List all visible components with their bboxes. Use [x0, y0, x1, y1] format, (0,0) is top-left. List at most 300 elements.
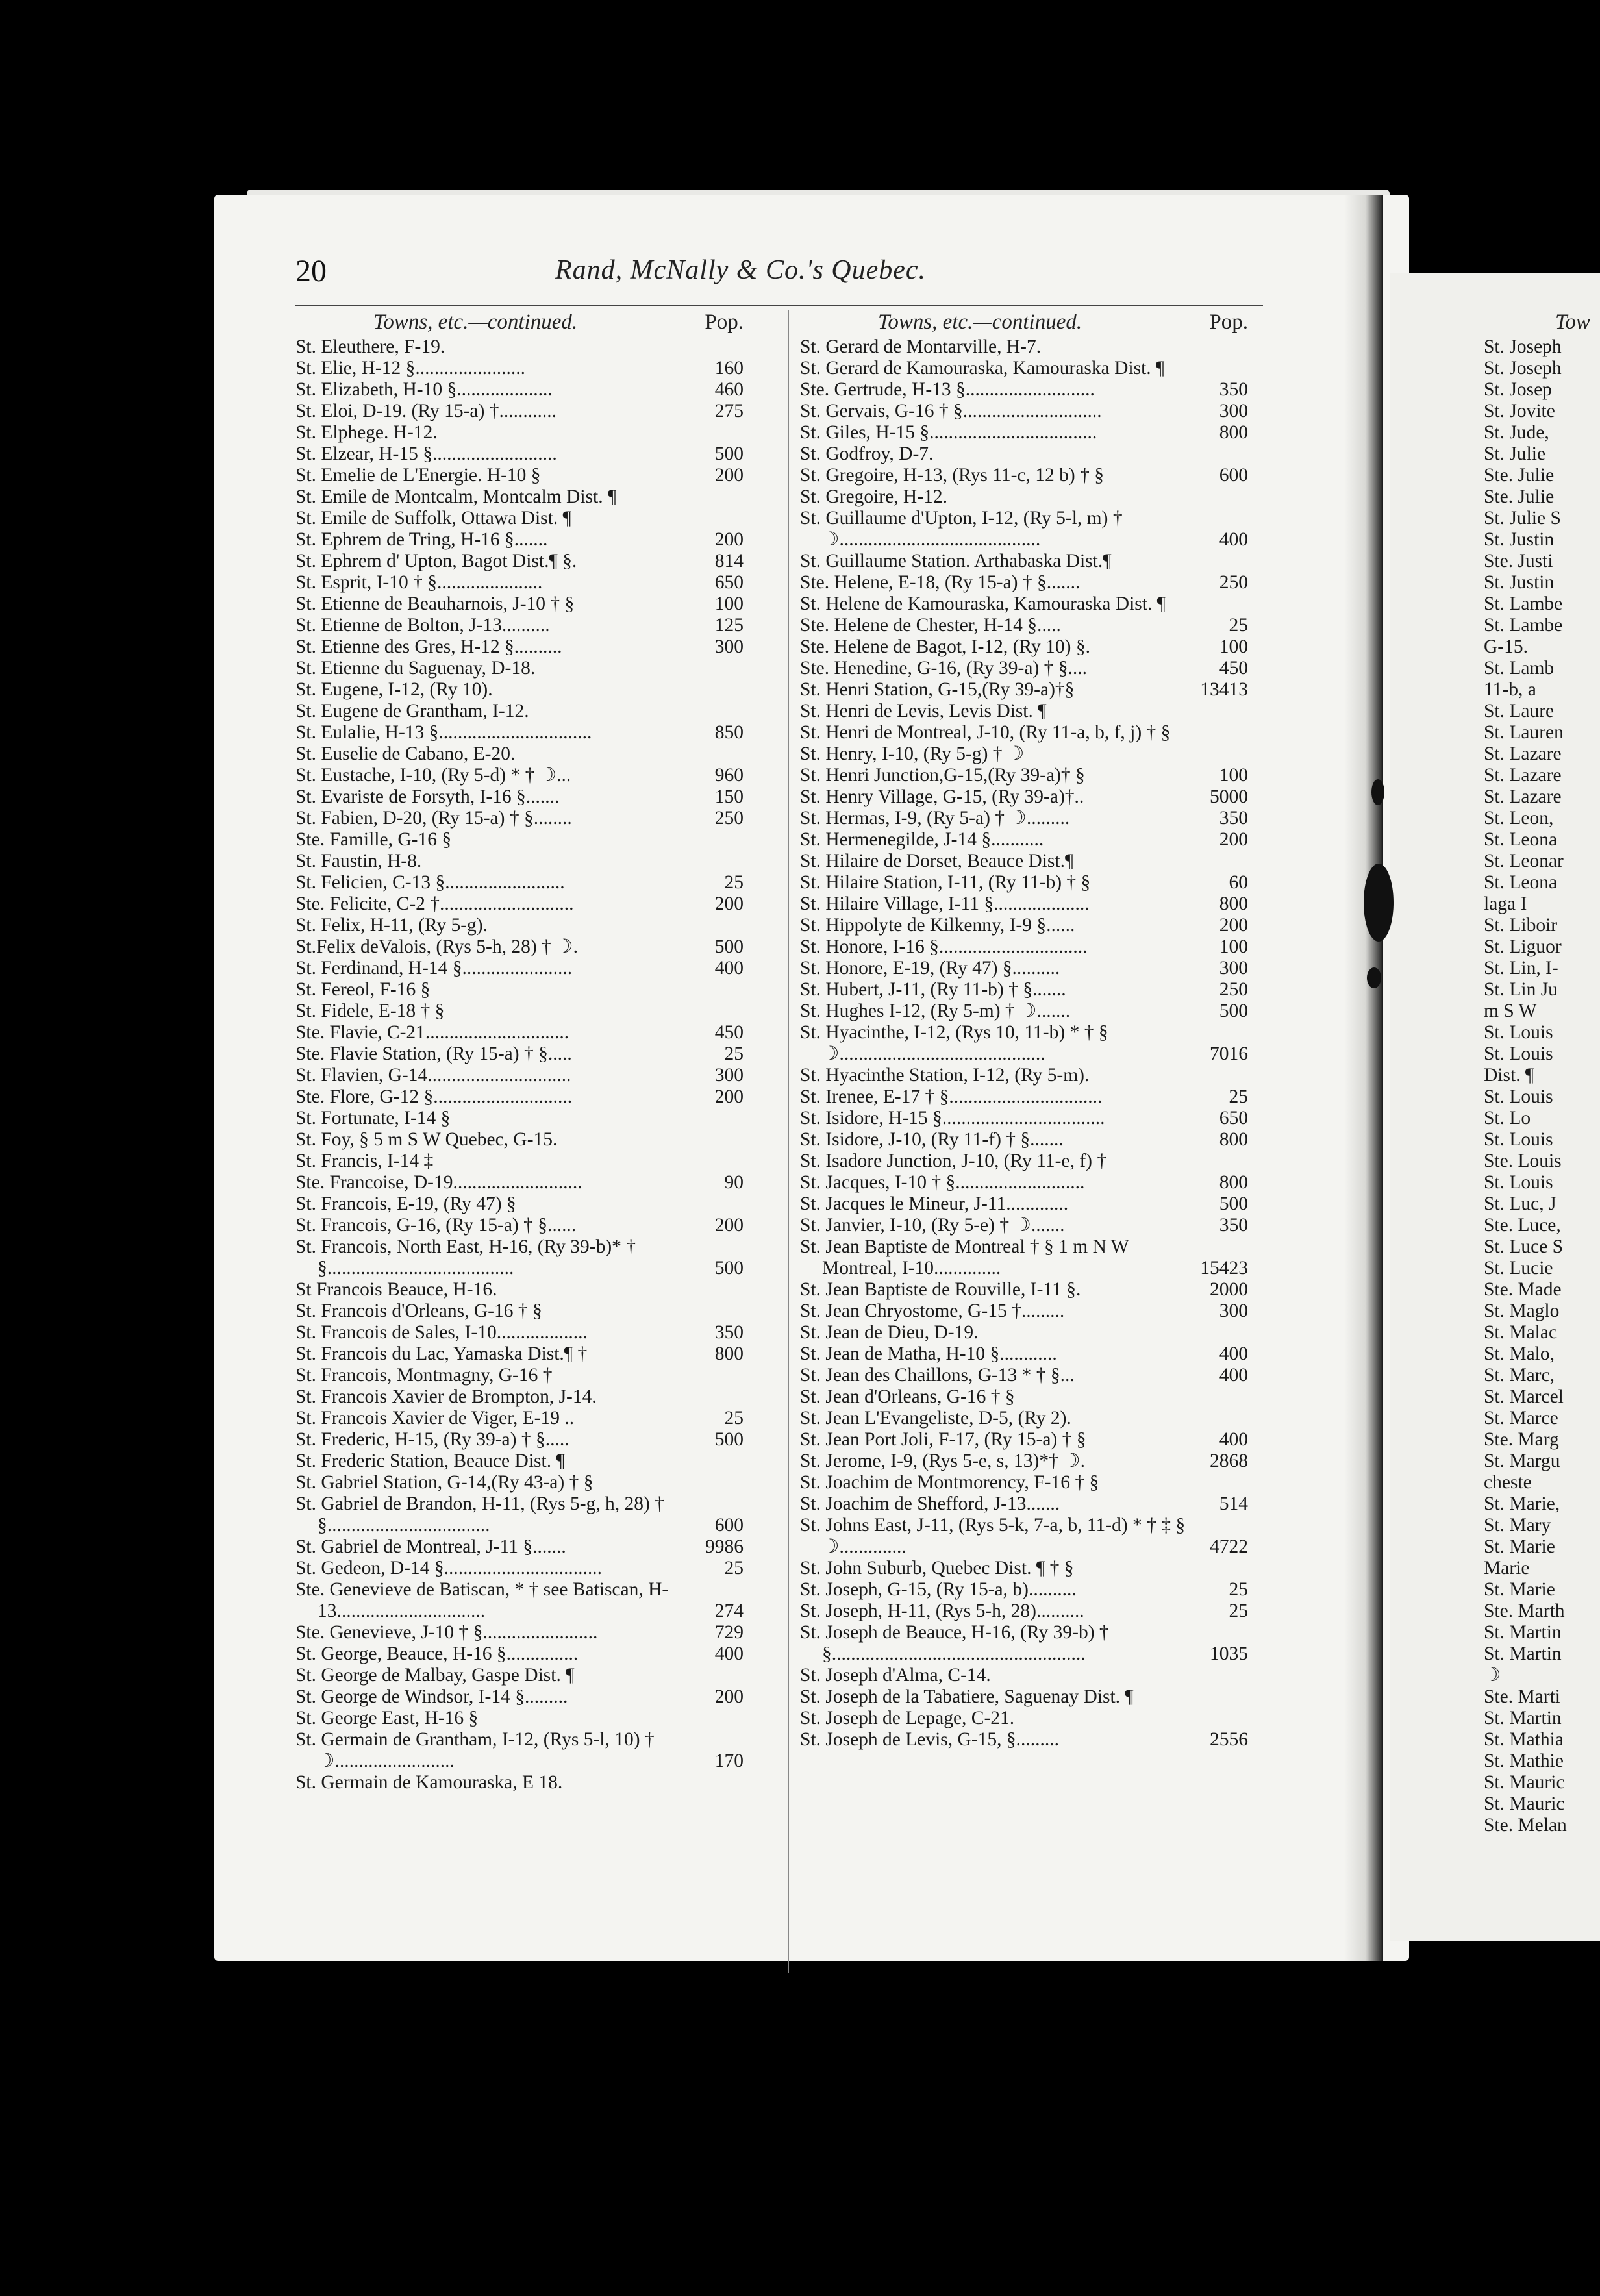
place-name: St. George de Malbay, Gaspe Dist. ¶ — [295, 1665, 575, 1686]
place-name: St. Henri de Levis, Levis Dist. ¶ — [800, 701, 1047, 721]
ink-smudge — [1364, 864, 1394, 942]
place-name: St. Ferdinand, H-14 §....................... — [295, 958, 573, 979]
list-item — [800, 1493, 1248, 1515]
population-value: 275 — [714, 401, 744, 421]
list-item: St. Josep — [1484, 379, 1552, 400]
population-value: 90 — [724, 1172, 744, 1193]
place-name: St. Joseph de Levis, G-15, §......... — [800, 1729, 1060, 1750]
list-item — [800, 465, 1248, 486]
list-item — [295, 636, 744, 658]
list-item — [800, 1129, 1248, 1151]
place-name: St. Giles, H-15 §................................... — [800, 422, 1097, 443]
list-item: St. Lo — [1484, 1108, 1531, 1129]
list-item: St. Mauric — [1484, 1772, 1565, 1793]
place-name: St. Eugene, I-12, (Ry 10). — [295, 679, 493, 700]
list-item — [800, 722, 1248, 743]
population-value: 25 — [724, 1408, 744, 1429]
population-value: 300 — [714, 636, 744, 657]
place-name: St. Isidore, J-10, (Ry 11-f) † §....... — [800, 1129, 1064, 1150]
list-item: St. Martin — [1484, 1643, 1562, 1664]
place-name: St. Foy, § 5 m S W Quebec, G-15. — [295, 1129, 558, 1150]
list-item — [800, 508, 1248, 551]
population-value: 400 — [1219, 1365, 1248, 1386]
place-name: St. Gabriel Station, G-14,(Ry 43-a) † § — [295, 1472, 594, 1493]
list-item: St. Luc, J — [1484, 1193, 1556, 1214]
list-item: Ste. Luce, — [1484, 1215, 1561, 1236]
place-name: St. Janvier, I-10, (Ry 5-e) † ☽....... — [800, 1215, 1065, 1236]
list-item: St. Lin, I- — [1484, 958, 1558, 979]
place-name: St. Francois, E-19, (Ry 47) § — [295, 1193, 516, 1214]
place-name: St. Jean Baptiste de Montreal † § 1 m N W Montreal, I-10.............. — [800, 1236, 1129, 1279]
list-item: St. Justin — [1484, 529, 1555, 550]
place-name: St. Henri de Montreal, J-10, (Ry 11-a, b, f, j) † § — [800, 722, 1171, 743]
left-column — [295, 305, 744, 1793]
place-name: St. Elphege. H-12. — [295, 422, 438, 443]
list-item — [800, 1151, 1248, 1172]
list-item: St. Liguor — [1484, 936, 1562, 957]
list-item — [800, 401, 1248, 422]
list-item — [800, 1708, 1248, 1729]
place-name: St. Guillaume Station. Arthabaska Dist.¶ — [800, 551, 1112, 571]
list-item: St. Lazare — [1484, 743, 1562, 764]
list-item: Ste. Julie — [1484, 465, 1555, 486]
population-value: 100 — [714, 593, 744, 614]
population-value: 500 — [714, 936, 744, 957]
list-item — [295, 422, 744, 443]
population-value: 9986 — [705, 1536, 744, 1557]
pop-heading: Pop. — [1209, 310, 1248, 334]
list-item — [800, 1343, 1248, 1365]
list-item: cheste — [1484, 1472, 1532, 1493]
list-item — [800, 701, 1248, 722]
population-value: 300 — [714, 1065, 744, 1086]
place-name: St. Hubert, J-11, (Ry 11-b) † §....... — [800, 979, 1066, 1000]
place-name: St. Gregoire, H-12. — [800, 486, 947, 507]
list-item: St. Laure — [1484, 701, 1555, 721]
place-name: St. Helene de Kamouraska, Kamouraska Dist. ¶ — [800, 593, 1166, 614]
population-value: 25 — [1229, 1086, 1248, 1107]
list-item: St. Leona — [1484, 872, 1558, 893]
list-item — [295, 1643, 744, 1665]
place-name: Ste. Helene, E-18, (Ry 15-a) † §....... — [800, 572, 1081, 593]
population-value: 514 — [1219, 1493, 1248, 1514]
list-item — [800, 1301, 1248, 1322]
population-value: 460 — [714, 379, 744, 400]
list-item: G-15. — [1484, 636, 1529, 657]
list-item: St. Marce — [1484, 1408, 1558, 1429]
list-item — [295, 1129, 744, 1151]
population-value: 850 — [714, 722, 744, 743]
place-name: Ste. Famille, G-16 § — [295, 829, 452, 850]
list-item: St. Martin — [1484, 1708, 1562, 1728]
list-item — [295, 336, 744, 358]
list-item — [800, 1601, 1248, 1622]
place-name: St. Henri Station, G-15,(Ry 39-a)†§ — [800, 679, 1075, 700]
population-value: 650 — [1219, 1108, 1248, 1129]
ink-smudge — [1371, 779, 1384, 805]
place-name: St. Fabien, D-20, (Ry 15-a) † §........ — [295, 808, 572, 829]
list-item: St. Mathia — [1484, 1729, 1564, 1750]
place-name: St. Jacques, I-10 † §........................... — [800, 1172, 1085, 1193]
list-item: St. Mathie — [1484, 1751, 1564, 1771]
list-item — [295, 1536, 744, 1558]
population-value: 170 — [714, 1751, 744, 1771]
list-item — [800, 1215, 1248, 1236]
place-name: St. John Suburb, Quebec Dist. ¶ † § — [800, 1558, 1074, 1578]
population-value: 100 — [1219, 936, 1248, 957]
list-item — [295, 486, 744, 508]
place-name: St. Etienne du Saguenay, D-18. — [295, 658, 536, 679]
place-name: St. Godfroy, D-7. — [800, 443, 934, 464]
place-name: St. Etienne de Bolton, J-13.......... — [295, 615, 550, 636]
place-name: St. Isadore Junction, J-10, (Ry 11-e, f) † — [800, 1151, 1107, 1171]
list-item — [295, 872, 744, 893]
place-name: St. Germain de Grantham, I-12, (Rys 5-l, 10) † ☽......................... — [295, 1729, 655, 1771]
list-item — [800, 808, 1248, 829]
place-name: St. Francois, North East, H-16, (Ry 39-b)* † §....................................... — [295, 1236, 636, 1279]
population-value: 350 — [714, 1322, 744, 1343]
place-name: St. Jacques le Mineur, J-11............. — [800, 1193, 1069, 1214]
place-name: St. Joseph de Beauce, H-16, (Ry 39-b) † §..................................................... — [800, 1622, 1109, 1664]
list-item: St. Leon, — [1484, 808, 1554, 829]
population-value: 150 — [714, 786, 744, 807]
place-name: St. Jerome, I-9, (Rys 5-e, s, 13)*† ☽. — [800, 1451, 1086, 1471]
list-item: St. Lauren — [1484, 722, 1564, 743]
list-item — [295, 1151, 744, 1172]
list-item — [295, 658, 744, 679]
list-item — [295, 1086, 744, 1108]
list-item — [800, 336, 1248, 358]
population-value: 300 — [1219, 1301, 1248, 1321]
running-title: Rand, McNally & Co.'s Quebec. — [555, 255, 927, 285]
list-item — [295, 786, 744, 808]
list-item — [295, 915, 744, 936]
list-item: St. Julie — [1484, 443, 1546, 464]
list-item — [295, 1065, 744, 1086]
column-heading — [1484, 305, 1600, 336]
list-item — [800, 979, 1248, 1001]
population-value: 25 — [724, 1043, 744, 1064]
list-item: Dist. ¶ — [1484, 1065, 1534, 1086]
list-item: St. Lamb — [1484, 658, 1555, 679]
list-item: Marie — [1484, 1558, 1530, 1578]
list-item — [800, 1729, 1248, 1751]
population-value: 5000 — [1210, 786, 1248, 807]
place-name: St. Elizabeth, H-10 §.................... — [295, 379, 553, 400]
list-item — [295, 465, 744, 486]
place-name: St. Henry, I-10, (Ry 5-g) † ☽ — [800, 743, 1025, 764]
place-name: St. Euselie de Cabano, E-20. — [295, 743, 516, 764]
population-value: 2868 — [1210, 1451, 1248, 1471]
list-item — [295, 1343, 744, 1365]
list-item — [800, 851, 1248, 872]
population-value: 500 — [714, 443, 744, 464]
list-item — [800, 1172, 1248, 1193]
list-item — [800, 1193, 1248, 1215]
list-item — [800, 636, 1248, 658]
pop-heading: Pop. — [705, 310, 744, 334]
population-value: 250 — [714, 808, 744, 829]
list-item — [295, 1408, 744, 1429]
place-name: Ste. Flore, G-12 §............................. — [295, 1086, 573, 1107]
list-item — [295, 443, 744, 465]
list-item — [800, 551, 1248, 572]
list-item — [295, 1279, 744, 1301]
list-item — [295, 1622, 744, 1643]
list-item: Ste. Marg — [1484, 1429, 1559, 1450]
population-value: 25 — [1229, 615, 1248, 636]
place-name: St Francois Beauce, H-16. — [295, 1279, 497, 1300]
list-item — [295, 1729, 744, 1772]
list-item — [295, 893, 744, 915]
list-item — [295, 743, 744, 765]
list-item: St. Joseph — [1484, 358, 1562, 379]
list-item: St. Luce S — [1484, 1236, 1564, 1257]
place-name: St. Gabriel de Montreal, J-11 §....... — [295, 1536, 566, 1557]
place-name: St. Emile de Suffolk, Ottawa Dist. ¶ — [295, 508, 571, 529]
list-item — [800, 893, 1248, 915]
place-name: St. Hyacinthe, I-12, (Rys 10, 11-b) * † § ☽........................................... — [800, 1022, 1108, 1064]
ink-smudge — [1367, 967, 1381, 988]
list-item — [295, 1472, 744, 1493]
list-item — [800, 1086, 1248, 1108]
population-value: 125 — [714, 615, 744, 636]
list-item — [800, 593, 1248, 615]
population-value: 1035 — [1210, 1643, 1248, 1664]
population-value: 200 — [714, 1086, 744, 1107]
place-name: St. Jean Baptiste de Rouville, I-11 §. — [800, 1279, 1081, 1300]
place-name: St. Francois Xavier de Brompton, J-14. — [295, 1386, 597, 1407]
column-heading — [295, 305, 744, 336]
place-name: St. Felicien, C-13 §......................... — [295, 872, 565, 893]
list-item: St. Liboir — [1484, 915, 1558, 936]
list-item — [800, 1322, 1248, 1343]
column-divider — [788, 310, 789, 1973]
list-item: Ste. Melan — [1484, 1815, 1567, 1836]
place-name: St. Joseph, H-11, (Rys 5-h, 28).......... — [800, 1601, 1084, 1621]
page-header — [295, 253, 1308, 292]
list-item: Ste. Marti — [1484, 1686, 1560, 1707]
list-item — [295, 1193, 744, 1215]
list-item — [295, 1579, 744, 1622]
list-item: Ste. Marth — [1484, 1601, 1565, 1621]
list-item — [800, 1665, 1248, 1686]
place-name: St. Elie, H-12 §....................... — [295, 358, 525, 379]
place-name: St. Esprit, I-10 † §...................... — [295, 572, 543, 593]
list-item: Ste. Justi — [1484, 551, 1553, 571]
list-item: 11-b, a — [1484, 679, 1536, 700]
list-item — [295, 679, 744, 701]
list-item — [295, 979, 744, 1001]
list-item — [295, 401, 744, 422]
list-item — [295, 722, 744, 743]
list-item: St. Jude, — [1484, 422, 1549, 443]
place-name: St. Fereol, F-16 § — [295, 979, 431, 1000]
population-value: 800 — [714, 1343, 744, 1364]
list-item — [295, 1708, 744, 1729]
place-name: St. Eloi, D-19. (Ry 15-a) †............ — [295, 401, 556, 421]
place-name: St. Etienne des Gres, H-12 §.......... — [295, 636, 562, 657]
place-name: St. Irenee, E-17 † §................................ — [800, 1086, 1103, 1107]
place-name: St. Joseph d'Alma, C-14. — [800, 1665, 991, 1686]
list-item — [295, 1108, 744, 1129]
list-item: Ste. Louis — [1484, 1151, 1562, 1171]
list-item — [295, 572, 744, 593]
population-value: 800 — [1219, 1129, 1248, 1150]
list-item — [800, 958, 1248, 979]
list-item: St. Margu — [1484, 1451, 1560, 1471]
place-name: St. Hippolyte de Kilkenny, I-9 §...... — [800, 915, 1075, 936]
place-name: St. Honore, I-16 §............................... — [800, 936, 1088, 957]
place-name: St. Evariste de Forsyth, I-16 §....... — [295, 786, 560, 807]
list-item — [800, 1686, 1248, 1708]
list-item — [295, 958, 744, 979]
place-name: St. Gabriel de Brandon, H-11, (Rys 5-g, h, 28) † §.................................. — [295, 1493, 664, 1536]
population-value: 350 — [1219, 379, 1248, 400]
population-value: 274 — [714, 1601, 744, 1621]
place-name: St. Joachim de Shefford, J-13....... — [800, 1493, 1060, 1514]
place-name: St. Jean Chryostome, G-15 †......... — [800, 1301, 1065, 1321]
list-item: St. Malo, — [1484, 1343, 1555, 1364]
list-item: St. Lambe — [1484, 593, 1563, 614]
place-name: St. Hughes I-12, (Ry 5-m) † ☽....... — [800, 1001, 1071, 1021]
place-name: St. Guillaume d'Upton, I-12, (Ry 5-l, m) † ☽.......................................... — [800, 508, 1123, 550]
place-name: Ste. Genevieve de Batiscan, * † see Batiscan, H-13............................... — [295, 1579, 669, 1621]
population-value: 250 — [1219, 979, 1248, 1000]
list-item — [800, 1108, 1248, 1129]
place-name: St. Eleuthere, F-19. — [295, 336, 445, 357]
gazetteer-list — [800, 336, 1248, 1751]
population-value: 800 — [1219, 1172, 1248, 1193]
list-item: St. Marie, — [1484, 1493, 1560, 1514]
column-heading-title: Towns, etc.—continued. — [878, 310, 1082, 334]
list-item: St. Lucie — [1484, 1258, 1553, 1279]
place-name: St. Joseph, G-15, (Ry 15-a, b).......... — [800, 1579, 1077, 1600]
population-value: 600 — [714, 1515, 744, 1536]
population-value: 200 — [714, 529, 744, 550]
list-item — [295, 551, 744, 572]
list-item — [800, 1579, 1248, 1601]
place-name: St. Honore, E-19, (Ry 47) §.......... — [800, 958, 1060, 979]
list-item — [295, 1322, 744, 1343]
place-name: Ste. Helene de Chester, H-14 §..... — [800, 615, 1061, 636]
list-item — [800, 1558, 1248, 1579]
population-value: 200 — [714, 1686, 744, 1707]
population-value: 200 — [1219, 915, 1248, 936]
list-item — [800, 1386, 1248, 1408]
population-value: 800 — [1219, 893, 1248, 914]
list-item — [295, 701, 744, 722]
right-column-cropped — [1484, 305, 1600, 1836]
gazetteer-list — [1484, 336, 1600, 1836]
list-item — [800, 1001, 1248, 1022]
list-item — [295, 1429, 744, 1451]
place-name: St. Hilaire de Dorset, Beauce Dist.¶ — [800, 851, 1074, 871]
place-name: St. Joseph de Lepage, C-21. — [800, 1708, 1015, 1728]
population-value: 25 — [1229, 1579, 1248, 1600]
population-value: 500 — [1219, 1193, 1248, 1214]
population-value: 25 — [724, 1558, 744, 1578]
list-item: St. Marc, — [1484, 1365, 1555, 1386]
population-value: 300 — [1219, 401, 1248, 421]
list-item: St. Lin Ju — [1484, 979, 1558, 1000]
population-value: 650 — [714, 572, 744, 593]
list-item — [800, 1022, 1248, 1065]
list-item: St. Leonar — [1484, 851, 1564, 871]
population-value: 25 — [1229, 1601, 1248, 1621]
list-item — [800, 379, 1248, 401]
list-item: ☽ — [1484, 1665, 1501, 1686]
place-name: Ste. Gertrude, H-13 §........................... — [800, 379, 1095, 400]
list-item — [800, 615, 1248, 636]
place-name: St. Jean d'Orleans, G-16 † § — [800, 1386, 1015, 1407]
place-name: St. George, Beauce, H-16 §............... — [295, 1643, 579, 1664]
place-name: St. Ephrem d' Upton, Bagot Dist.¶ §. — [295, 551, 577, 571]
place-name: St. Francois de Sales, I-10................... — [295, 1322, 588, 1343]
list-item — [800, 936, 1248, 958]
population-value: 25 — [724, 872, 744, 893]
list-item: St. Mary — [1484, 1515, 1551, 1536]
population-value: 400 — [714, 1643, 744, 1664]
list-item — [295, 593, 744, 615]
list-item — [295, 358, 744, 379]
list-item — [295, 1493, 744, 1536]
place-name: St. Francois du Lac, Yamaska Dist.¶ † — [295, 1343, 588, 1364]
place-name: St. Emile de Montcalm, Montcalm Dist. ¶ — [295, 486, 617, 507]
place-name: St. Joseph de la Tabatiere, Saguenay Dist. ¶ — [800, 1686, 1134, 1707]
list-item: St. Louis — [1484, 1022, 1553, 1043]
book-spine — [1344, 195, 1383, 1961]
population-value: 2556 — [1210, 1729, 1248, 1750]
place-name: St. Frederic Station, Beauce Dist. ¶ — [295, 1451, 565, 1471]
place-name: St. Eugene de Grantham, I-12. — [295, 701, 529, 721]
list-item: St. Martin — [1484, 1622, 1562, 1643]
list-item — [800, 1279, 1248, 1301]
list-item — [800, 1365, 1248, 1386]
population-value: 200 — [714, 893, 744, 914]
population-value: 400 — [714, 958, 744, 979]
list-item — [800, 743, 1248, 765]
place-name: St. George East, H-16 § — [295, 1708, 479, 1728]
list-item — [800, 1515, 1248, 1558]
list-item — [800, 829, 1248, 851]
list-item — [295, 1301, 744, 1322]
list-item — [800, 1429, 1248, 1451]
population-value: 400 — [1219, 1429, 1248, 1450]
place-name: St. Eustache, I-10, (Ry 5-d) * † ☽... — [295, 765, 571, 786]
place-name: St. Gerard de Kamouraska, Kamouraska Dist. ¶ — [800, 358, 1165, 379]
list-item — [295, 379, 744, 401]
list-item — [800, 915, 1248, 936]
population-value: 500 — [1219, 1001, 1248, 1021]
place-name: St. Francois, G-16, (Ry 15-a) † §...... — [295, 1215, 577, 1236]
list-item — [295, 529, 744, 551]
population-value: 450 — [714, 1022, 744, 1043]
place-name: St. Ephrem de Tring, H-16 §....... — [295, 529, 548, 550]
list-item — [800, 572, 1248, 593]
place-name: St. Francis, I-14 ‡ — [295, 1151, 434, 1171]
place-name: St. Jean de Matha, H-10 §............ — [800, 1343, 1057, 1364]
list-item: St. Marie — [1484, 1536, 1555, 1557]
place-name: St. Fidele, E-18 † § — [295, 1001, 445, 1021]
population-value: 4722 — [1210, 1536, 1248, 1557]
place-name: St. Gerard de Montarville, H-7. — [800, 336, 1042, 357]
place-name: St.Felix deValois, (Rys 5-h, 28) † ☽. — [295, 936, 578, 957]
list-item — [800, 786, 1248, 808]
list-item: St. Joseph — [1484, 336, 1562, 357]
list-item — [295, 851, 744, 872]
place-name: St. Etienne de Beauharnois, J-10 † § — [295, 593, 575, 614]
